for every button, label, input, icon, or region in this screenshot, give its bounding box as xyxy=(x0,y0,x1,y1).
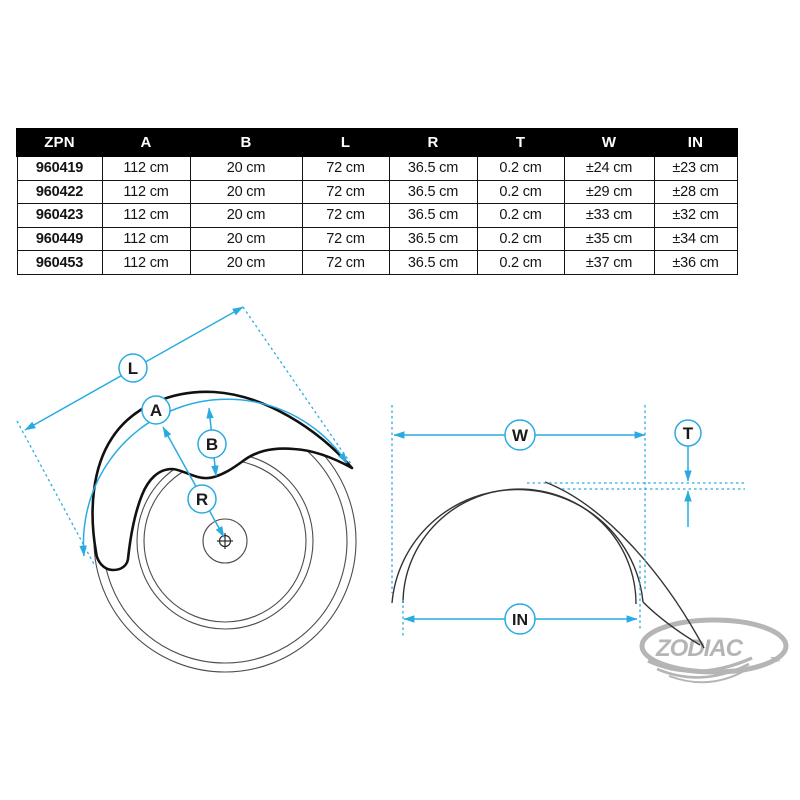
dimension-cell: ±29 cm xyxy=(564,180,654,204)
dimension-cell: 72 cm xyxy=(302,180,389,204)
dimension-cell: 0.2 cm xyxy=(477,251,564,275)
dimension-cell: 36.5 cm xyxy=(389,156,477,180)
dimension-cell: 112 cm xyxy=(102,227,190,251)
dimension-cell: ±32 cm xyxy=(654,204,737,228)
zodiac-logo-watermark xyxy=(642,620,786,682)
dimension-cell: 0.2 cm xyxy=(477,156,564,180)
column-header-in: IN xyxy=(654,129,737,156)
arch-inner-curve xyxy=(403,489,636,604)
dimension-cell: ±23 cm xyxy=(654,156,737,180)
dimension-cell: 112 cm xyxy=(102,204,190,228)
dimension-cell: ±36 cm xyxy=(654,251,737,275)
label-T: T xyxy=(682,424,694,443)
column-header-a: A xyxy=(102,129,190,156)
column-header-zpn: ZPN xyxy=(17,129,102,156)
front-view-label-balloons xyxy=(505,420,701,634)
label-W: W xyxy=(511,426,529,445)
label-L: L xyxy=(127,359,139,378)
part-number-cell: 960449 xyxy=(17,227,102,251)
part-number-cell: 960453 xyxy=(17,251,102,275)
dimension-cell: 0.2 cm xyxy=(477,204,564,228)
dimension-cell: ±28 cm xyxy=(654,180,737,204)
dimension-cell: 72 cm xyxy=(302,204,389,228)
fender-front-profile xyxy=(392,482,704,648)
dimension-cell: 112 cm xyxy=(102,156,190,180)
dimension-cell: 0.2 cm xyxy=(477,180,564,204)
part-number-cell: 960423 xyxy=(17,204,102,228)
column-header-t: T xyxy=(477,129,564,156)
arch-outer-curve xyxy=(392,490,643,603)
dimension-cell: 72 cm xyxy=(302,227,389,251)
side-view-diagram xyxy=(17,307,356,672)
label-B: B xyxy=(205,435,219,454)
dimension-cell: ±37 cm xyxy=(564,251,654,275)
front-view-diagram xyxy=(392,405,745,648)
dimension-cell: ±35 cm xyxy=(564,227,654,251)
part-number-cell: 960419 xyxy=(17,156,102,180)
axle-center-icon xyxy=(217,533,233,549)
column-header-r: R xyxy=(389,129,477,156)
dimension-cell: 36.5 cm xyxy=(389,251,477,275)
dimension-cell: 36.5 cm xyxy=(389,180,477,204)
dimension-cell: 20 cm xyxy=(190,180,302,204)
part-number-cell: 960422 xyxy=(17,180,102,204)
dimension-cell: 20 cm xyxy=(190,251,302,275)
label-R: R xyxy=(195,490,209,509)
dimension-cell: 20 cm xyxy=(190,204,302,228)
column-header-l: L xyxy=(302,129,389,156)
logo-brand-text: ZODIAC xyxy=(656,635,742,662)
label-IN: IN xyxy=(512,612,528,629)
column-header-b: B xyxy=(190,129,302,156)
column-header-w: W xyxy=(564,129,654,156)
dimension-cell: ±33 cm xyxy=(564,204,654,228)
dimension-cell: 72 cm xyxy=(302,156,389,180)
dimension-cell: ±34 cm xyxy=(654,227,737,251)
dimension-cell: 72 cm xyxy=(302,251,389,275)
dimension-cell: 0.2 cm xyxy=(477,227,564,251)
dimension-cell: 112 cm xyxy=(102,251,190,275)
dimension-cell: 20 cm xyxy=(190,156,302,180)
dimension-cell: 112 cm xyxy=(102,180,190,204)
logo-trademark-text: TM xyxy=(770,657,781,664)
dimension-cell: 20 cm xyxy=(190,227,302,251)
dimension-cell: 36.5 cm xyxy=(389,227,477,251)
dimension-cell: ±24 cm xyxy=(564,156,654,180)
label-A: A xyxy=(149,401,163,420)
dimension-cell: 36.5 cm xyxy=(389,204,477,228)
